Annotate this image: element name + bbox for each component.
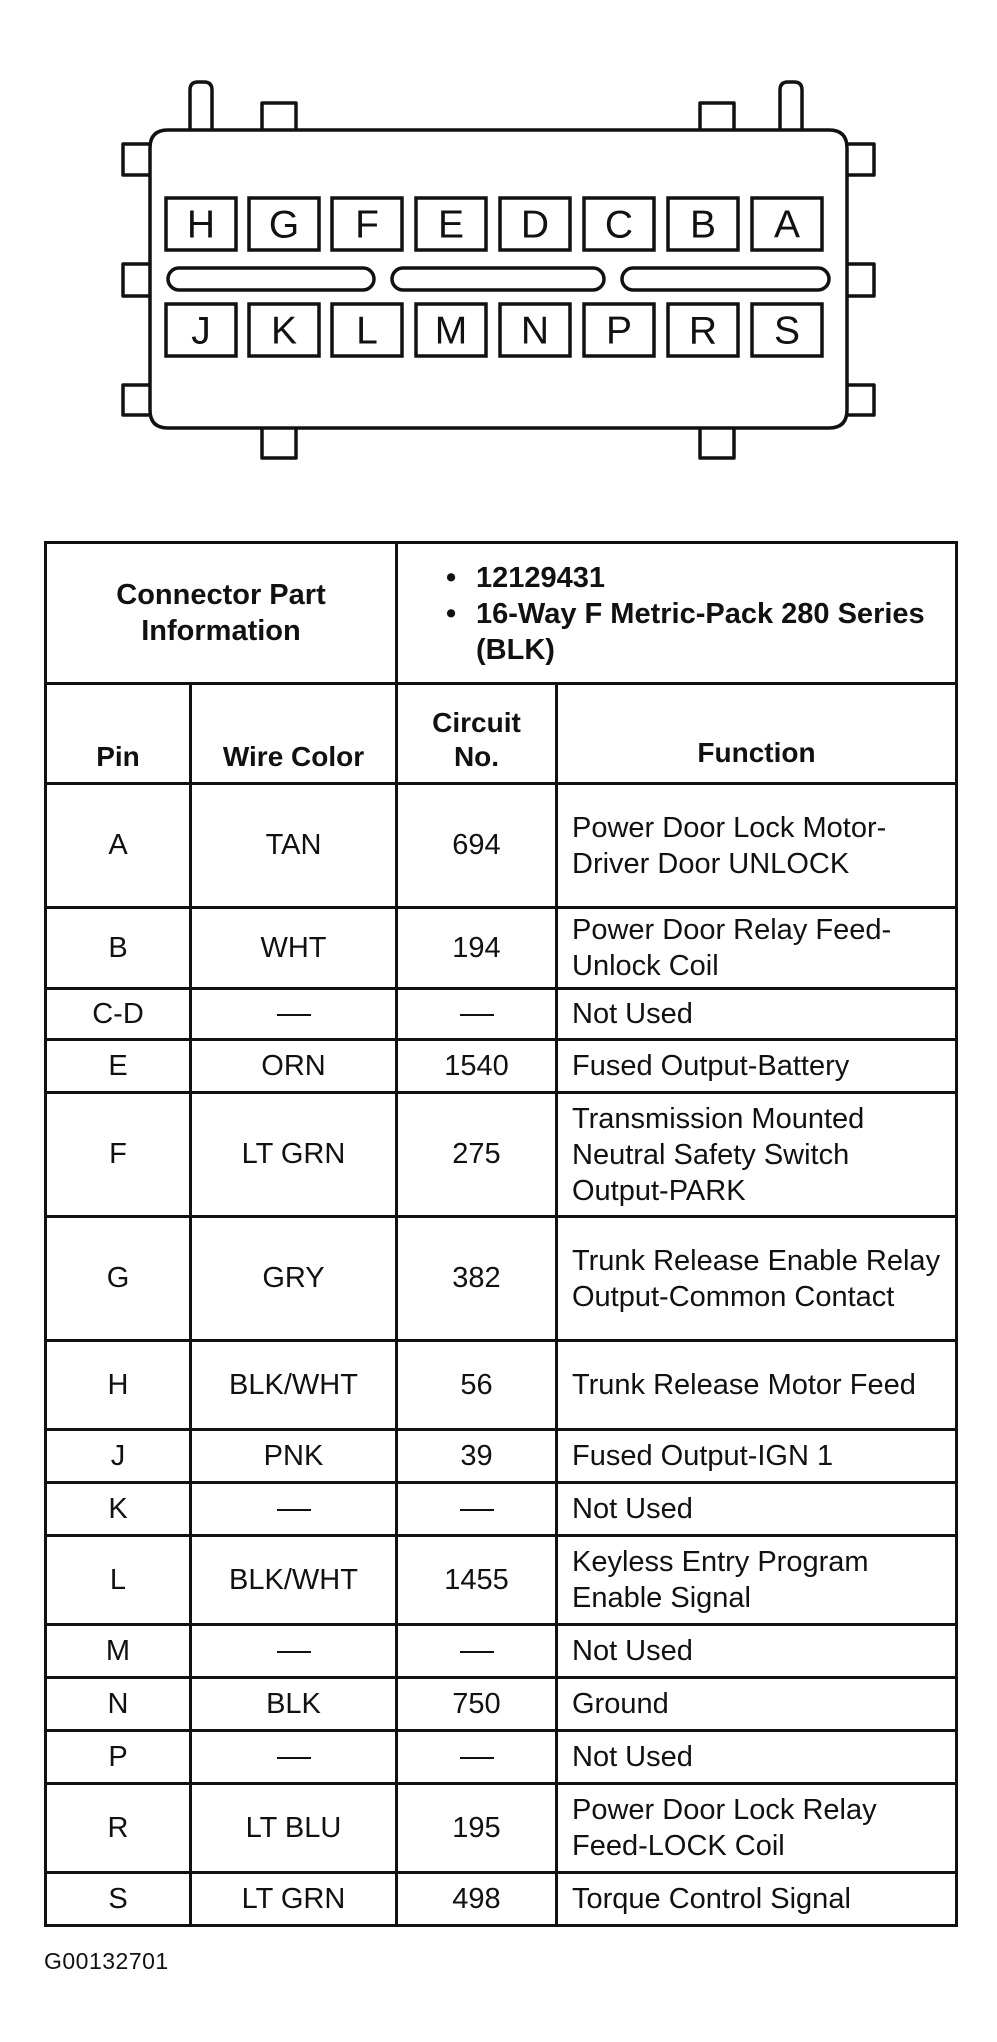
pin-cell: P bbox=[46, 1731, 191, 1784]
empty-dash bbox=[277, 1651, 311, 1653]
circuit-cell: 39 bbox=[397, 1430, 557, 1483]
function-cell: Ground bbox=[557, 1678, 957, 1731]
table-row bbox=[46, 1625, 957, 1678]
function-cell: Trunk Release Enable Relay Output-Common Contact bbox=[557, 1217, 957, 1341]
function-cell: Not Used bbox=[557, 1731, 957, 1784]
pin-label-e: E bbox=[437, 203, 465, 247]
side-tab-left-3 bbox=[123, 385, 150, 415]
pin-cell: B bbox=[46, 908, 191, 989]
function-cell: Trunk Release Motor Feed bbox=[557, 1341, 957, 1430]
pin-label-b: B bbox=[689, 203, 717, 247]
header-function: Function bbox=[557, 684, 957, 784]
key-slot-middle bbox=[392, 268, 604, 290]
part-description: • 16-Way F Metric-Pack 280 Series (BLK) bbox=[446, 596, 945, 668]
side-tab-right-1 bbox=[847, 144, 874, 175]
table-header-row bbox=[46, 684, 957, 784]
empty-dash bbox=[277, 1014, 311, 1016]
table-row bbox=[46, 1678, 957, 1731]
pin-row-bottom bbox=[166, 304, 822, 356]
wire-color-cell bbox=[191, 1625, 397, 1678]
circuit-cell bbox=[397, 1483, 557, 1536]
wire-color-cell: PNK bbox=[191, 1430, 397, 1483]
wire-color-cell: LT BLU bbox=[191, 1784, 397, 1873]
table-row bbox=[46, 1784, 957, 1873]
circuit-cell: 1540 bbox=[397, 1040, 557, 1093]
wire-color-cell: LT GRN bbox=[191, 1873, 397, 1926]
function-cell: Transmission Mounted Neutral Safety Switch Output-PARK bbox=[557, 1093, 957, 1217]
top-tab-left bbox=[262, 103, 296, 130]
table-row bbox=[46, 989, 957, 1040]
circuit-cell: 56 bbox=[397, 1341, 557, 1430]
pin-label-d: D bbox=[520, 203, 550, 247]
top-tab-right bbox=[700, 103, 734, 130]
wire-color-cell: BLK/WHT bbox=[191, 1536, 397, 1625]
circuit-cell: 275 bbox=[397, 1093, 557, 1217]
pin-label-n: N bbox=[520, 309, 550, 353]
function-cell: Not Used bbox=[557, 989, 957, 1040]
empty-dash bbox=[460, 1757, 494, 1759]
connector-pinout-table bbox=[44, 541, 958, 1927]
pin-cell: R bbox=[46, 1784, 191, 1873]
header-pin: Pin bbox=[46, 684, 191, 784]
wire-color-cell: TAN bbox=[191, 784, 397, 908]
key-slot-left bbox=[168, 268, 374, 290]
wire-color-cell: WHT bbox=[191, 908, 397, 989]
pin-cell: N bbox=[46, 1678, 191, 1731]
pin-label-s: S bbox=[773, 309, 801, 353]
header-circuit-no: Circuit No. bbox=[397, 684, 557, 784]
pin-label-f: F bbox=[355, 203, 379, 247]
wire-color-cell: BLK/WHT bbox=[191, 1341, 397, 1430]
key-slot-right bbox=[622, 268, 829, 290]
pin-label-k: K bbox=[270, 309, 298, 353]
circuit-cell: 750 bbox=[397, 1678, 557, 1731]
pin-label-p: P bbox=[605, 309, 633, 353]
circuit-cell: 382 bbox=[397, 1217, 557, 1341]
pin-label-l: L bbox=[356, 309, 378, 353]
wire-color-cell bbox=[191, 1483, 397, 1536]
pin-label-m: M bbox=[434, 309, 468, 353]
empty-dash bbox=[277, 1509, 311, 1511]
empty-dash bbox=[277, 1757, 311, 1759]
connector-part-info bbox=[397, 543, 957, 684]
pin-cell: E bbox=[46, 1040, 191, 1093]
table-row bbox=[46, 784, 957, 908]
function-cell: Power Door Lock Motor-Driver Door UNLOCK bbox=[557, 784, 957, 908]
pin-cell: H bbox=[46, 1341, 191, 1430]
table-row bbox=[46, 1873, 957, 1926]
empty-dash bbox=[460, 1014, 494, 1016]
table-row bbox=[46, 1093, 957, 1217]
pin-cell: C-D bbox=[46, 989, 191, 1040]
pin-cell: M bbox=[46, 1625, 191, 1678]
pin-label-a: A bbox=[773, 203, 801, 247]
pin-cell: K bbox=[46, 1483, 191, 1536]
side-tab-left-2 bbox=[123, 264, 150, 296]
function-cell: Fused Output-Battery bbox=[557, 1040, 957, 1093]
pin-cell: A bbox=[46, 784, 191, 908]
wire-color-cell: GRY bbox=[191, 1217, 397, 1341]
circuit-cell: 498 bbox=[397, 1873, 557, 1926]
table-row bbox=[46, 1341, 957, 1430]
part-number: • 12129431 bbox=[446, 560, 945, 596]
side-tab-left-1 bbox=[123, 144, 150, 175]
pin-row-top bbox=[166, 198, 822, 250]
pin-cell: G bbox=[46, 1217, 191, 1341]
circuit-cell: 194 bbox=[397, 908, 557, 989]
pin-label-g: G bbox=[268, 203, 300, 247]
pin-cell: S bbox=[46, 1873, 191, 1926]
latch-left bbox=[190, 82, 212, 130]
side-tab-right-3 bbox=[847, 385, 874, 415]
pin-cell: L bbox=[46, 1536, 191, 1625]
figure-id: G00132701 bbox=[44, 1948, 169, 1974]
wire-color-cell bbox=[191, 989, 397, 1040]
wire-color-cell: BLK bbox=[191, 1678, 397, 1731]
circuit-cell: 1455 bbox=[397, 1536, 557, 1625]
circuit-cell bbox=[397, 989, 557, 1040]
connector-part-row bbox=[46, 543, 957, 684]
empty-dash bbox=[460, 1509, 494, 1511]
circuit-cell bbox=[397, 1625, 557, 1678]
table-row bbox=[46, 1217, 957, 1341]
pin-cell: F bbox=[46, 1093, 191, 1217]
table-row bbox=[46, 1536, 957, 1625]
wire-color-cell: LT GRN bbox=[191, 1093, 397, 1217]
empty-dash bbox=[460, 1651, 494, 1653]
table-row bbox=[46, 1430, 957, 1483]
bottom-tab-left bbox=[262, 428, 296, 458]
wire-color-cell bbox=[191, 1731, 397, 1784]
bottom-tab-right bbox=[700, 428, 734, 458]
pin-label-h: H bbox=[186, 203, 216, 247]
table-row bbox=[46, 1483, 957, 1536]
table-row bbox=[46, 908, 957, 989]
pin-label-r: R bbox=[688, 309, 718, 353]
circuit-cell: 195 bbox=[397, 1784, 557, 1873]
side-tab-right-2 bbox=[847, 264, 874, 296]
function-cell: Fused Output-IGN 1 bbox=[557, 1430, 957, 1483]
connector-face-diagram bbox=[0, 0, 997, 480]
function-cell: Keyless Entry Program Enable Signal bbox=[557, 1536, 957, 1625]
connector-part-label: Connector Part Information bbox=[46, 543, 397, 684]
function-cell: Power Door Lock Relay Feed-LOCK Coil bbox=[557, 1784, 957, 1873]
function-cell: Power Door Relay Feed-Unlock Coil bbox=[557, 908, 957, 989]
function-cell: Not Used bbox=[557, 1483, 957, 1536]
circuit-cell: 694 bbox=[397, 784, 557, 908]
pin-cell: J bbox=[46, 1430, 191, 1483]
function-cell: Not Used bbox=[557, 1625, 957, 1678]
connector-housing bbox=[150, 130, 847, 428]
function-cell: Torque Control Signal bbox=[557, 1873, 957, 1926]
pin-label-j: J bbox=[191, 309, 211, 353]
header-wire-color: Wire Color bbox=[191, 684, 397, 784]
pin-label-c: C bbox=[604, 203, 634, 247]
wire-color-cell: ORN bbox=[191, 1040, 397, 1093]
table-row bbox=[46, 1731, 957, 1784]
table-row bbox=[46, 1040, 957, 1093]
circuit-cell bbox=[397, 1731, 557, 1784]
latch-right bbox=[780, 82, 802, 130]
